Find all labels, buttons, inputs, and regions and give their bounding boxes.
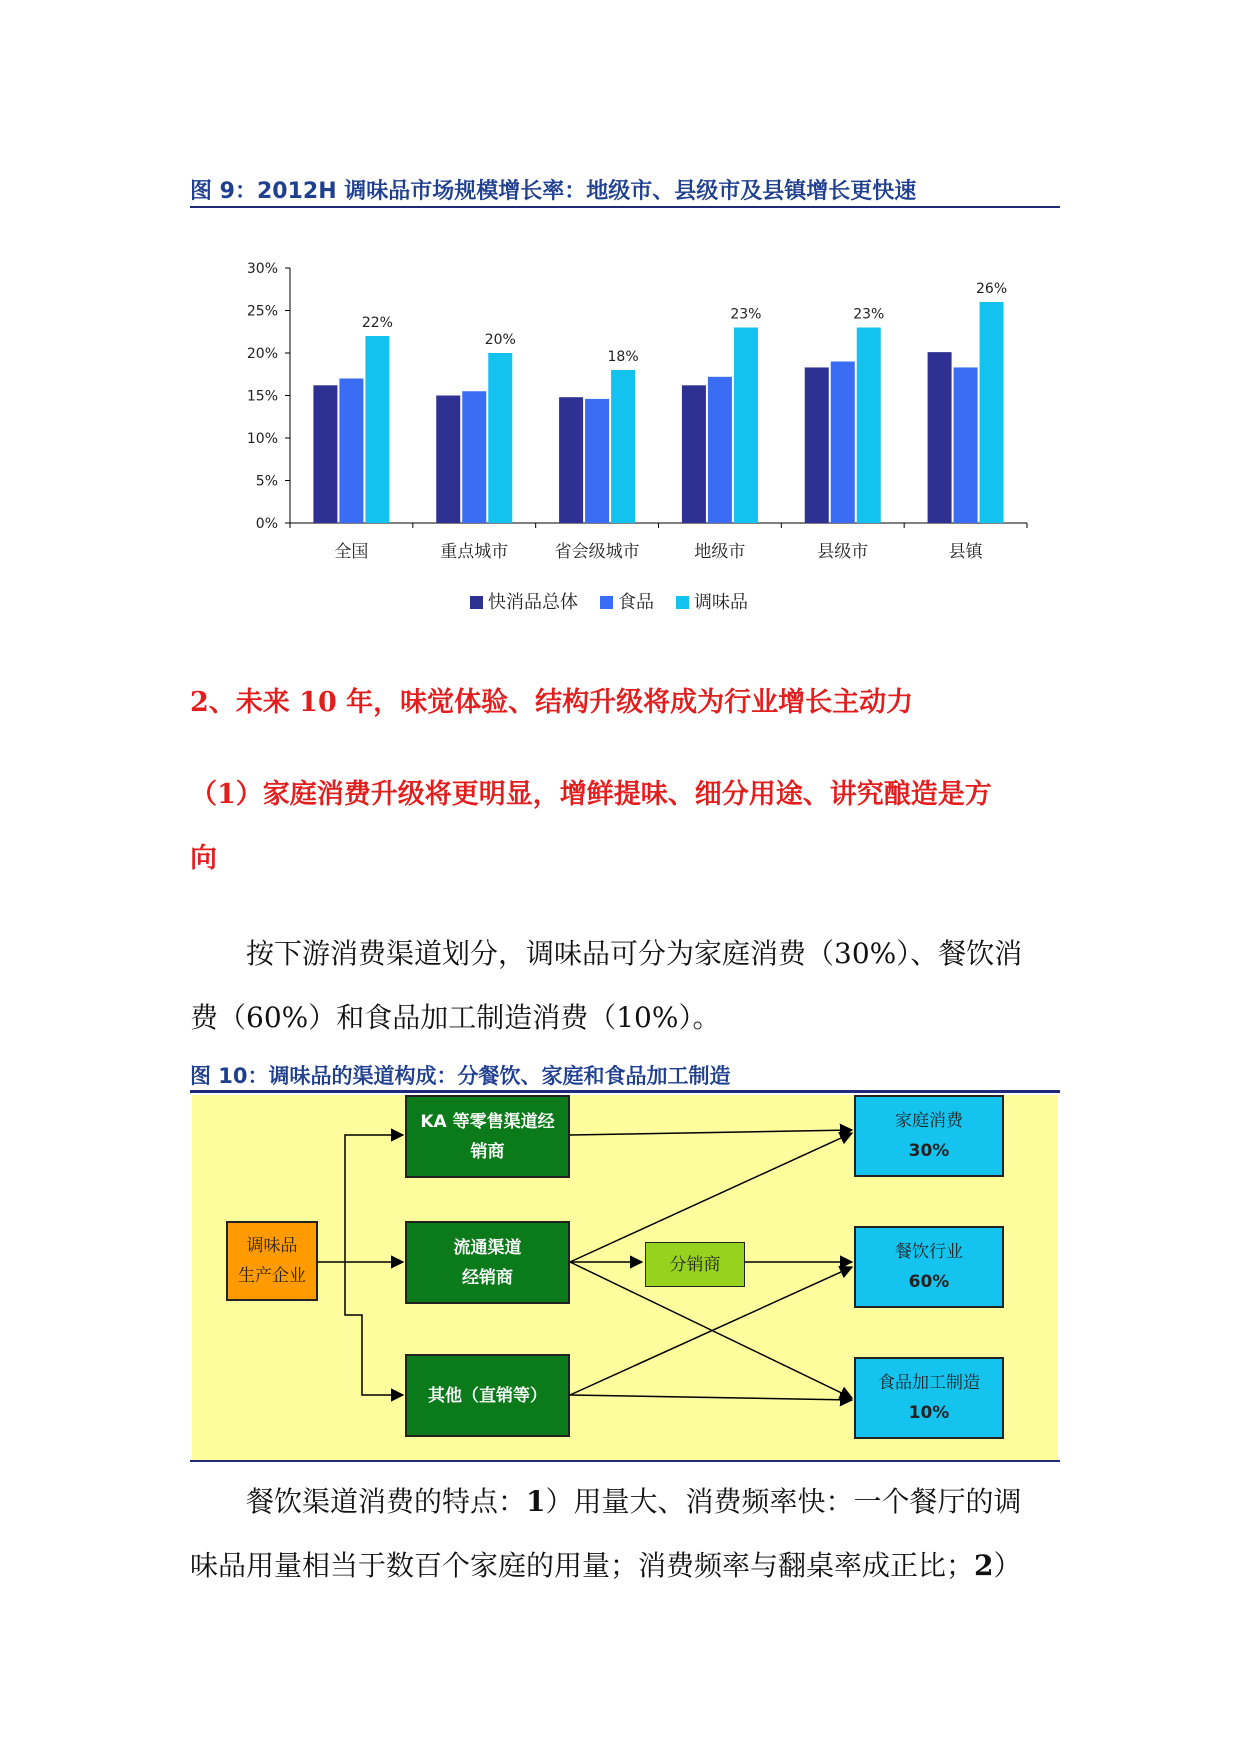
data-label: 23% <box>730 306 762 323</box>
bar-2 <box>708 377 732 523</box>
x-category-label: 县镇 <box>948 542 983 562</box>
bar-3 <box>734 328 758 524</box>
paragraph-catering-features <box>190 1470 1060 1598</box>
box-text: 餐饮行业 <box>895 1242 963 1262</box>
bar-1 <box>805 367 829 523</box>
x-category-label: 全国 <box>334 542 369 562</box>
bar-2 <box>954 367 978 523</box>
x-category-label: 地级市 <box>694 542 746 562</box>
data-label: 20% <box>484 332 516 348</box>
arrow-other-to-food <box>570 1395 852 1400</box>
section-heading-2: 2、未来 10 年，味觉体验、结构升级将成为行业增长主动力 <box>190 687 914 718</box>
x-category-label: 重点城市 <box>440 542 509 562</box>
figure9-title: 图 9：2012H 调味品市场规模增长率：地级市、县级市及县镇增长更快速 <box>190 179 917 204</box>
arrow-to-other <box>345 1262 403 1395</box>
channel-flow-diagram <box>192 1095 1058 1460</box>
share-value: 10% <box>908 1403 950 1423</box>
legend-swatch-1 <box>470 596 483 609</box>
figure10-top-rule <box>190 1090 1060 1093</box>
paragraph-line: 费（60%）和食品加工制造消费（10%）。 <box>190 1001 721 1034</box>
other-direct-channel-box <box>405 1354 570 1437</box>
end-home-consumption-box <box>854 1095 1004 1177</box>
end-catering-box <box>854 1226 1004 1308</box>
source-producer-box <box>226 1221 318 1301</box>
distributor-box <box>645 1242 745 1287</box>
x-category-label: 省会级城市 <box>554 542 640 562</box>
box-text: 其他（直销等） <box>428 1385 547 1406</box>
y-tick-label: 15% <box>246 388 278 405</box>
box-text: 食品加工制造 <box>878 1373 980 1393</box>
figure10-title: 图 10：调味品的渠道构成：分餐饮、家庭和食品加工制造 <box>190 1064 731 1088</box>
legend-label-1: 快消品总体 <box>488 592 578 613</box>
share-value: 30% <box>908 1141 950 1161</box>
y-tick-label: 5% <box>255 473 278 490</box>
box-text: 流通渠道 <box>453 1237 522 1258</box>
box-text: 家庭消费 <box>895 1111 963 1131</box>
bar-2 <box>462 391 486 523</box>
figure9-rule <box>190 206 1060 208</box>
arrow-to-ka <box>345 1135 403 1262</box>
bar-3 <box>857 328 881 524</box>
paragraph-line: 按下游消费渠道划分，调味品可分为家庭消费（30%）、餐饮消 <box>246 937 1023 970</box>
y-tick-label: 30% <box>246 261 278 277</box>
share-value: 60% <box>908 1272 950 1292</box>
legend-label-3: 调味品 <box>694 592 748 613</box>
ka-retail-channel-box <box>405 1095 570 1178</box>
arrow-ka-to-home <box>570 1130 852 1135</box>
box-text: 生产企业 <box>238 1266 306 1286</box>
data-label: 18% <box>607 349 639 365</box>
bar-3 <box>488 353 512 523</box>
legend-swatch-2 <box>600 596 613 609</box>
circulation-channel-box <box>405 1221 570 1304</box>
paragraph-text: 味品用量相当于数百个家庭的用量；消费频率与翻桌率成正比； <box>190 1549 975 1582</box>
bar-3 <box>980 302 1004 523</box>
y-tick-label: 0% <box>255 516 278 532</box>
box-text: 经销商 <box>462 1267 513 1288</box>
figure10-bottom-rule <box>190 1460 1060 1462</box>
data-label: 26% <box>976 281 1008 297</box>
data-label: 23% <box>853 306 885 323</box>
bar-1 <box>313 385 337 523</box>
y-tick-label: 25% <box>246 303 278 320</box>
subsection-heading-1-line2: 向 <box>190 843 217 874</box>
paragraph-text: 1 <box>526 1485 546 1518</box>
growth-bar-chart <box>190 250 1060 630</box>
y-tick-label: 20% <box>246 346 278 362</box>
bar-2 <box>585 399 609 523</box>
bar-3 <box>611 370 635 523</box>
bar-2 <box>831 362 855 524</box>
data-label: 22% <box>361 315 393 331</box>
box-text: 调味品 <box>246 1236 298 1256</box>
paragraph-text: 餐饮渠道消费的特点： <box>246 1485 527 1518</box>
bar-1 <box>928 352 952 523</box>
y-tick-label: 10% <box>246 431 278 447</box>
subsection-heading-1-line1: （1）家庭消费升级将更明显，增鲜提味、细分用途、讲究酿造是方 <box>190 779 992 810</box>
box-text: 分销商 <box>669 1254 721 1275</box>
bar-1 <box>436 396 460 524</box>
paragraph-text: 2 <box>974 1549 994 1582</box>
x-category-label: 县级市 <box>817 542 869 562</box>
bar-1 <box>682 385 706 523</box>
bar-1 <box>559 397 583 523</box>
box-text: 销商 <box>470 1141 505 1162</box>
legend-swatch-3 <box>676 596 689 609</box>
paragraph-text: ） <box>993 1549 1022 1582</box>
bar-3 <box>365 336 389 523</box>
end-food-processing-box <box>854 1357 1004 1439</box>
legend-label-2: 食品 <box>618 592 654 613</box>
paragraph-channel-split <box>190 922 1060 1050</box>
bar-2 <box>339 379 363 524</box>
box-text: KA 等零售渠道经 <box>420 1111 555 1132</box>
paragraph-text: ）用量大、消费频率快：一个餐厅的调 <box>545 1485 1022 1518</box>
